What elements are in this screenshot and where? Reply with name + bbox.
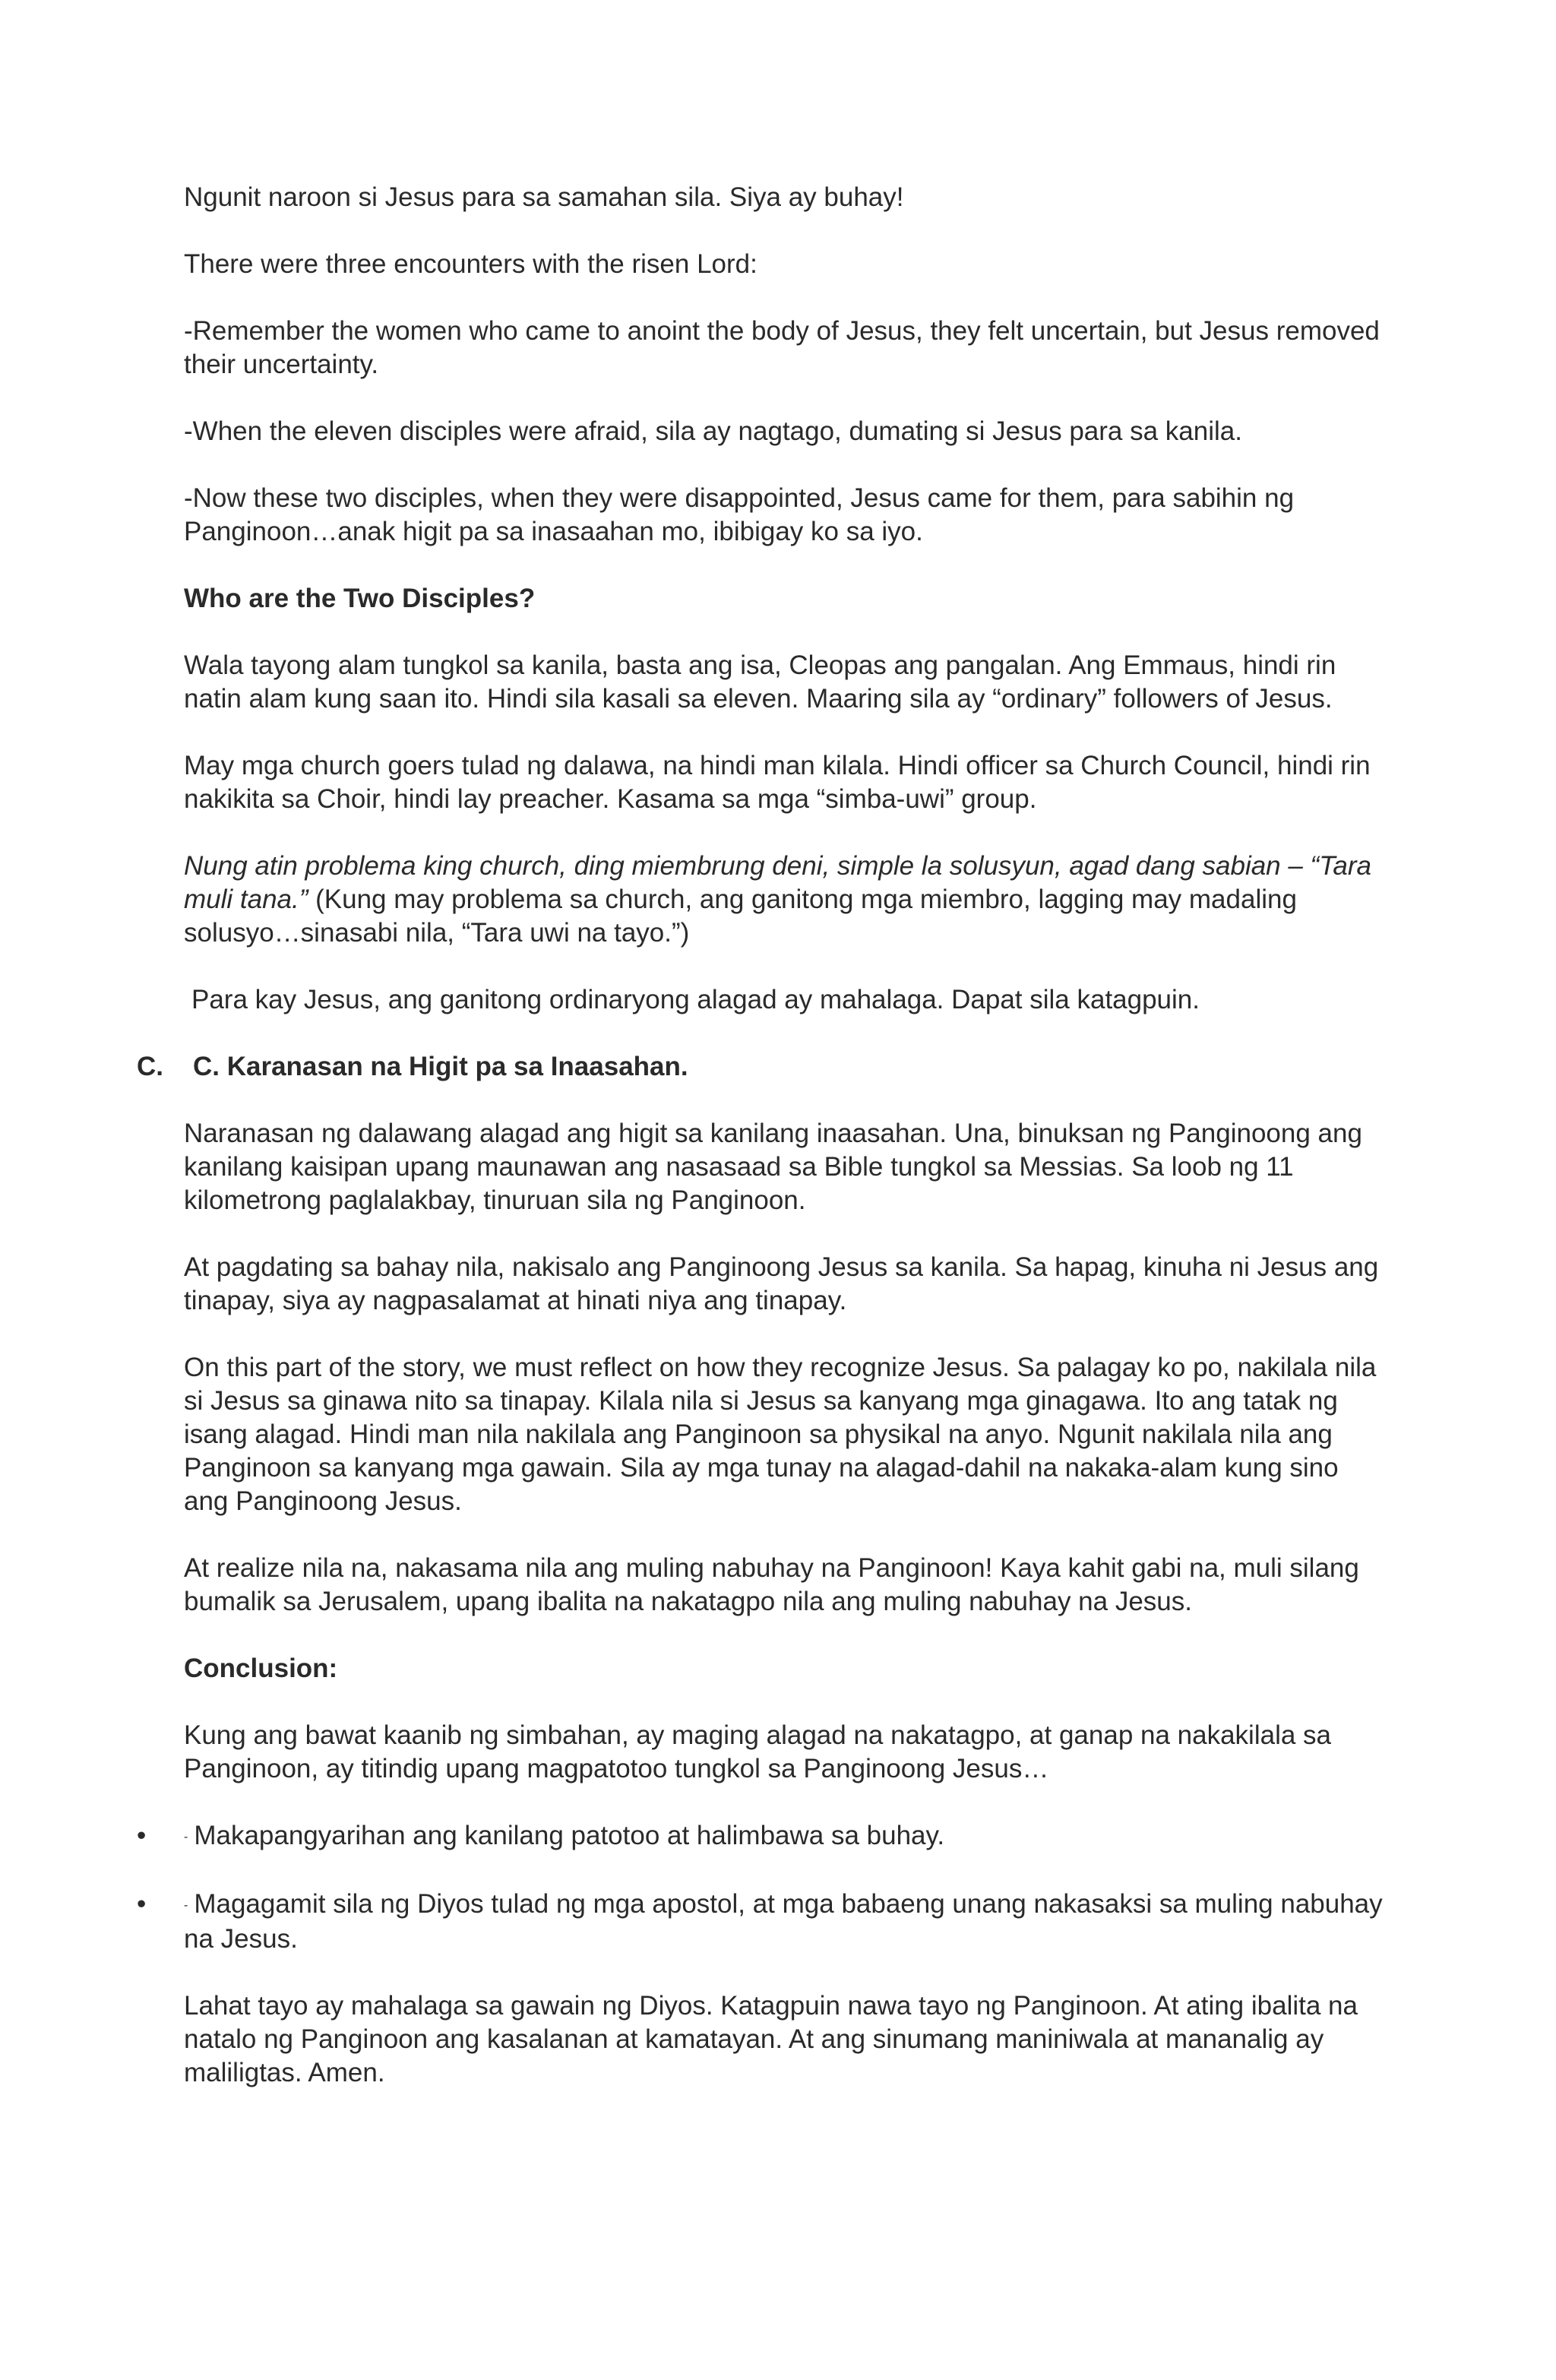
list-item [137,1888,1384,1956]
heading-conclusion: Conclusion: [184,1654,338,1683]
bullet-text-magagamit: Magagamit sila ng Diyos tulad ng mga apostol, at mga babaeng unang nakasaksi sa muling nabuhay na Jesus. [184,1888,1383,1954]
paragraph-encounter-eleven: -When the eleven disciples were afraid, sila ay nagtago, dumating si Jesus para sa kanila. [184,416,1242,446]
paragraph-church-goers: May mga church goers tulad ng dalawa, na hindi man kilala. Hindi officer sa Church Council, hindi rin nakikita sa Choir, hindi lay preacher. Kasama sa mga “simba-uwi” group. [184,751,1371,814]
paragraph-siya-ay-buhay: Ngunit naroon si Jesus para sa samahan sila. Siya ay buhay! [184,182,904,212]
list-item [137,1819,1384,1854]
section-title: C. Karanasan na Higit pa sa Inaasahan. [193,1052,688,1081]
bullet-icon: • [137,1821,147,1850]
paragraph-pagdating-sa-bahay: At pagdating sa bahay nila, nakisalo ang Panginoong Jesus sa kanila. Sa hapag, kinuha ni Jesus ang tinapay, siya ay nagpasalamat at hinati niya ang tinapay. [184,1252,1379,1315]
paragraph-three-encounters: There were three encounters with the risen Lord: [184,249,757,279]
paragraph-reflect-recognize: On this part of the story, we must reflect on how they recognize Jesus. Sa palagay ko po, nakilala nila si Jesus sa ginawa nito sa tinapay. Kilala nila si Jesus sa kanyang mga ginagawa. Ito ang tatak ng isang alagad. Hindi man nila nakilala ang Panginoon sa physikal na anyo. Ngunit nakilala nila ang Panginoon sa kanyang mga gawain. Sila ay mga tunay na alagad-dahil na nakaka-alam kung sino ang Panginoong Jesus. [184,1353,1377,1516]
heading-section-c [137,1050,1384,1084]
paragraph-cleopas-emmaus: Wala tayong alam tungkol sa kanila, basta ang isa, Cleopas ang pangalan. Ang Emmaus, hindi rin natin alam kung saan ito. Hindi sila kasali sa eleven. Maaring sila ay “ordinary” followers of Jesus. [184,650,1336,714]
paragraph-tara-muli [184,850,1384,950]
document-body [137,181,1384,2123]
paragraph-closing-amen: Lahat tayo ay mahalaga sa gawain ng Diyos. Katagpuin nawa tayo ng Panginoon. At ating ibalita na natalo ng Panginoon ang kasalanan at kamatayan. At ang sinumang maniniwala at mananalig ay maliligtas. Amen. [184,1990,1358,2087]
paragraph-naranasan: Naranasan ng dalawang alagad ang higit sa kanilang inaasahan. Una, binuksan ng Panginoong ang kanilang kaisipan upang maunawan ang nasasaad sa Bible tungkol sa Messias. Sa loob ng 11 kilometrong paglalakbay, tinuruan sila ng Panginoon. [184,1119,1362,1215]
quote-translation: (Kung may problema sa church, ang ganitong mga miembro, lagging may madaling solusyo…sinasabi nila, “Tara uwi na tayo.”) [184,885,1297,948]
section-marker: C. [137,1052,163,1081]
dash-marker: - [184,1830,188,1844]
quote-kapampangan: Nung atin problema king church, ding miembrung deni, simple la solusyun, agad dang sabian – “Tara muli tana.” [184,851,1371,914]
heading-two-disciples: Who are the Two Disciples? [184,584,536,613]
paragraph-conclusion-intro: Kung ang bawat kaanib ng simbahan, ay maging alagad na nakatagpo, at ganap na nakakilala sa Panginoon, ay titindig upang magpatotoo tungkol sa Panginoong Jesus… [184,1720,1332,1783]
paragraph-encounter-women: -Remember the women who came to anoint the body of Jesus, they felt uncertain, but Jesus removed their uncertainty. [184,316,1380,379]
paragraph-realize: At realize nila na, nakasama nila ang muling nabuhay na Panginoon! Kaya kahit gabi na, muli silang bumalik sa Jerusalem, upang ibalita na nakatagpo nila ang muling nabuhay na Jesus. [184,1553,1359,1616]
paragraph-encounter-two-disciples: -Now these two disciples, when they were disappointed, Jesus came for them, para sabihin ng Panginoon…anak higit pa sa inasaahan mo, ibibigay ko sa iyo. [184,483,1295,546]
bullet-text-makapangyarihan: Makapangyarihan ang kanilang patotoo at halimbawa sa buhay. [194,1821,945,1850]
bullet-icon: • [137,1888,147,1919]
dash-marker: - [184,1898,188,1912]
paragraph-para-kay-jesus: Para kay Jesus, ang ganitong ordinaryong alagad ay mahalaga. Dapat sila katagpuin. [191,985,1200,1014]
